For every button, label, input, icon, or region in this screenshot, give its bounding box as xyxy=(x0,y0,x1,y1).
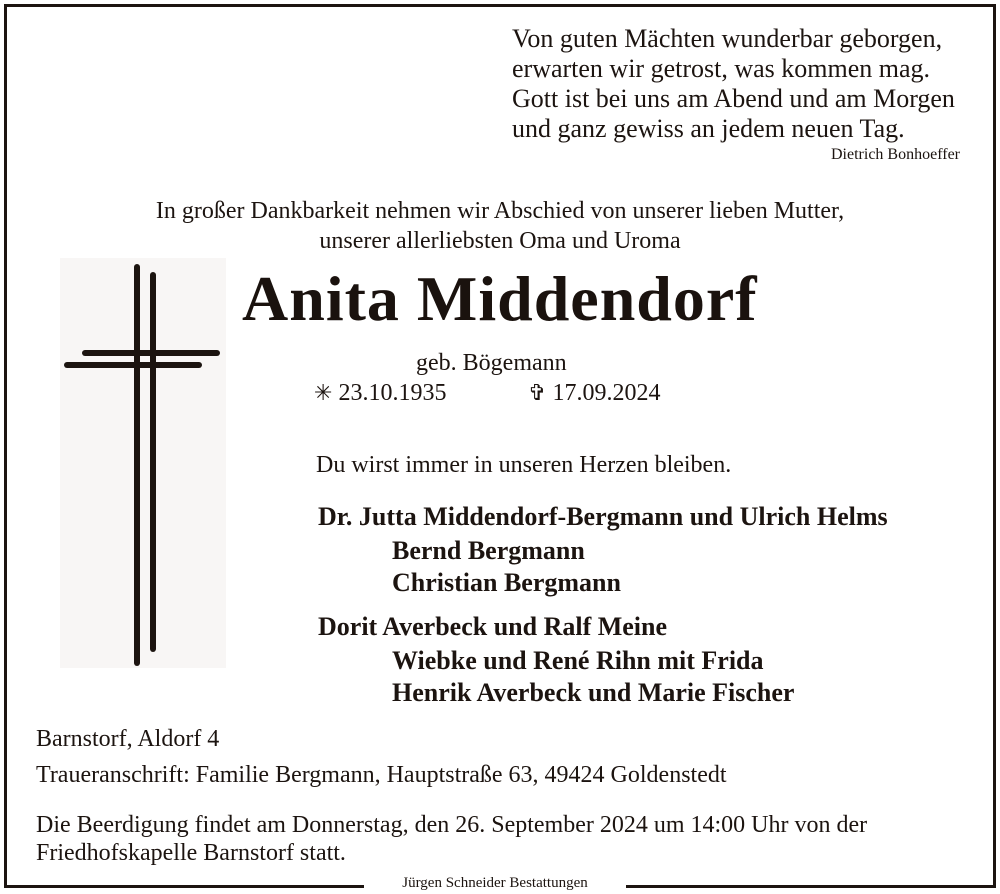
location: Barnstorf, Aldorf 4 xyxy=(36,726,220,752)
mourner-main: Dorit Averbeck und Ralf Meine xyxy=(318,612,668,641)
poem-line: und ganz gewiss an jedem neuen Tag. xyxy=(512,114,905,143)
mourner-child: Henrik Averbeck und Marie Fischer xyxy=(392,678,795,707)
birth-name: geb. Bögemann xyxy=(416,350,567,376)
intro-line-2: unserer allerliebsten Oma und Uroma xyxy=(319,228,681,254)
death-date xyxy=(528,380,660,407)
intro-line-1: In großer Dankbarkeit nehmen wir Abschied von unserer lieben Mutter, xyxy=(155,198,845,224)
cross-image xyxy=(60,258,226,668)
death-cross-icon: ✞ xyxy=(528,381,547,406)
deceased-name: Anita Middendorf xyxy=(242,263,758,334)
mourner-child: Bernd Bergmann xyxy=(392,536,585,565)
poem-line: Von guten Mächten wunderbar geborgen, xyxy=(512,24,943,53)
birth-star-icon: ✳ xyxy=(314,381,333,406)
mourner-child: Christian Bergmann xyxy=(392,568,621,597)
mourner-child: Wiebke und René Rihn mit Frida xyxy=(392,646,764,675)
poem-line: Gott ist bei uns am Abend und am Morgen xyxy=(512,84,955,113)
poem-line: erwarten wir getrost, was kommen mag. xyxy=(512,54,931,83)
cross-icon xyxy=(60,258,226,668)
poem-author: Dietrich Bonhoeffer xyxy=(831,146,960,163)
funeral-info-line-2: Friedhofskapelle Barnstorf statt. xyxy=(36,840,346,866)
birth-date-value: 23.10.1935 xyxy=(338,380,447,406)
death-date-value: 17.09.2024 xyxy=(552,380,661,406)
mourning-address: Traueranschrift: Familie Bergmann, Hauptstraße 63, 49424 Goldenstedt xyxy=(36,762,727,788)
funeral-info-line-1: Die Beerdigung findet am Donnerstag, den 26. September 2024 um 14:00 Uhr von der xyxy=(36,812,868,838)
birth-date xyxy=(314,380,446,407)
remembrance-text: Du wirst immer in unseren Herzen bleiben. xyxy=(316,452,732,478)
poem-quote xyxy=(512,24,982,144)
funeral-home-label: Jürgen Schneider Bestattungen xyxy=(364,872,626,894)
mourner-main: Dr. Jutta Middendorf-Bergmann und Ulrich Helms xyxy=(318,502,888,531)
